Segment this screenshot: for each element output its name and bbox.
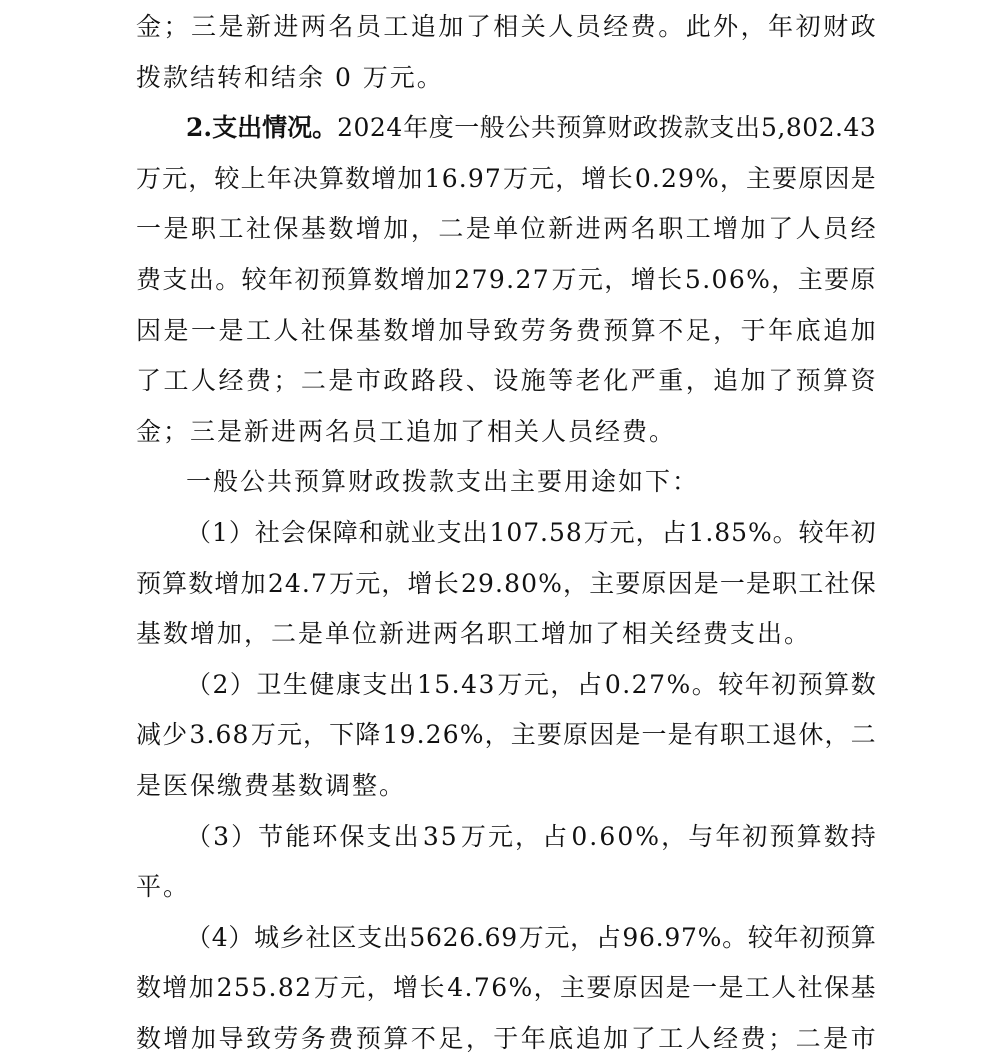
document-page	[136, 2, 876, 1064]
text-line: （ 2 ） 卫 生 健 康 支 出 1 5 . 4 3 万 元 ， 占 0 . 2 7 % 。 较 年 初 预 算 数	[186, 669, 876, 699]
paragraph-uses-intro	[136, 457, 876, 508]
text-line: 平。	[136, 872, 191, 902]
list-item-social-security	[136, 508, 876, 660]
text-line: 数 增 加 2 5 5 . 8 2 万 元 ， 增 长 4 . 7 6 % ， 主 要 原 因 是 一 是 工 人 社 保 基	[136, 973, 876, 1003]
list-item-energy-environment	[136, 812, 876, 913]
section-heading: 2.支出情况。	[186, 113, 338, 143]
list-item-urban-rural	[136, 913, 876, 1064]
text-line: （ 1 ） 社 会 保 障 和 就 业 支 出 1 0 7 . 5 8 万 元 ， 占 1 . 8 5 % 。 较 年 初	[186, 517, 876, 547]
paragraph-income-tail	[136, 2, 876, 103]
text-line: 一 是 职 工 社 保 基 数 增 加 ， 二 是 单 位 新 进 两 名 职 工 增 加 了 人 员 经	[136, 214, 876, 244]
text-line: 预 算 数 增 加 2 4 . 7 万 元 ， 增 长 2 9 . 8 0 % ， 主 要 原 因 是 一 是 职 工 社 保	[136, 568, 876, 598]
text-line: 是医保缴费基数调整。	[136, 770, 407, 800]
text-line: 金；三是新进两名员工追加了相关人员经费。	[136, 416, 677, 446]
paragraph-expenditure	[136, 103, 876, 457]
text-line: 万 元 ， 较 上 年 决 算 数 增 加 1 6 . 9 7 万 元 ， 增 长 0 . 2 9 % ， 主 要 原 因 是	[136, 163, 876, 193]
text-line: 金 ； 三 是 新 进 两 名 员 工 追 加 了 相 关 人 员 经 费 。 此 外 ， 年 初 财 政	[136, 12, 876, 41]
text-line: 一般公共预算财政拨款支出主要用途如下：	[186, 467, 700, 497]
text-line	[136, 103, 876, 154]
text-run: 2 0 2 4 年 度 一 般 公 共 预 算 财 政 拨 款 支 出 5 , 8 0 2 . 4 3	[337, 113, 876, 143]
list-item-health	[136, 660, 876, 812]
text-line: 减 少 3 . 6 8 万 元 ， 下 降 1 9 . 2 6 % ， 主 要 原 因 是 一 是 有 职 工 退 休 ， 二	[136, 720, 876, 750]
text-line: 了 工 人 经 费 ； 二 是 市 政 路 段 、 设 施 等 老 化 严 重 ， 追 加 了 预 算 资	[136, 366, 876, 396]
text-line: 因 是 一 是 工 人 社 保 基 数 增 加 导 致 劳 务 费 预 算 不 足 ， 于 年 底 追 加	[136, 315, 876, 345]
text-line: 数 增 加 导 致 劳 务 费 预 算 不 足 ， 于 年 底 追 加 了 工 人 经 费 ； 二 是 市	[136, 1023, 876, 1053]
text-line: （ 3 ） 节 能 环 保 支 出 3 5 万 元 ， 占 0 . 6 0 % ， 与 年 初 预 算 数 持	[186, 821, 876, 851]
text-line: （ 4 ） 城 乡 社 区 支 出 5 6 2 6 . 6 9 万 元 ， 占 9 6 . 9 7 % 。 较 年 初 预 算	[186, 922, 876, 952]
text-line: 基数增加，二是单位新进两名职工增加了相关经费支出。	[136, 619, 812, 649]
text-line: 拨款结转和结余 0 万元。	[136, 62, 444, 92]
text-line: 费 支 出 。 较 年 初 预 算 数 增 加 2 7 9 . 2 7 万 元 ， 增 长 5 . 0 6 % ， 主 要 原	[136, 264, 876, 294]
